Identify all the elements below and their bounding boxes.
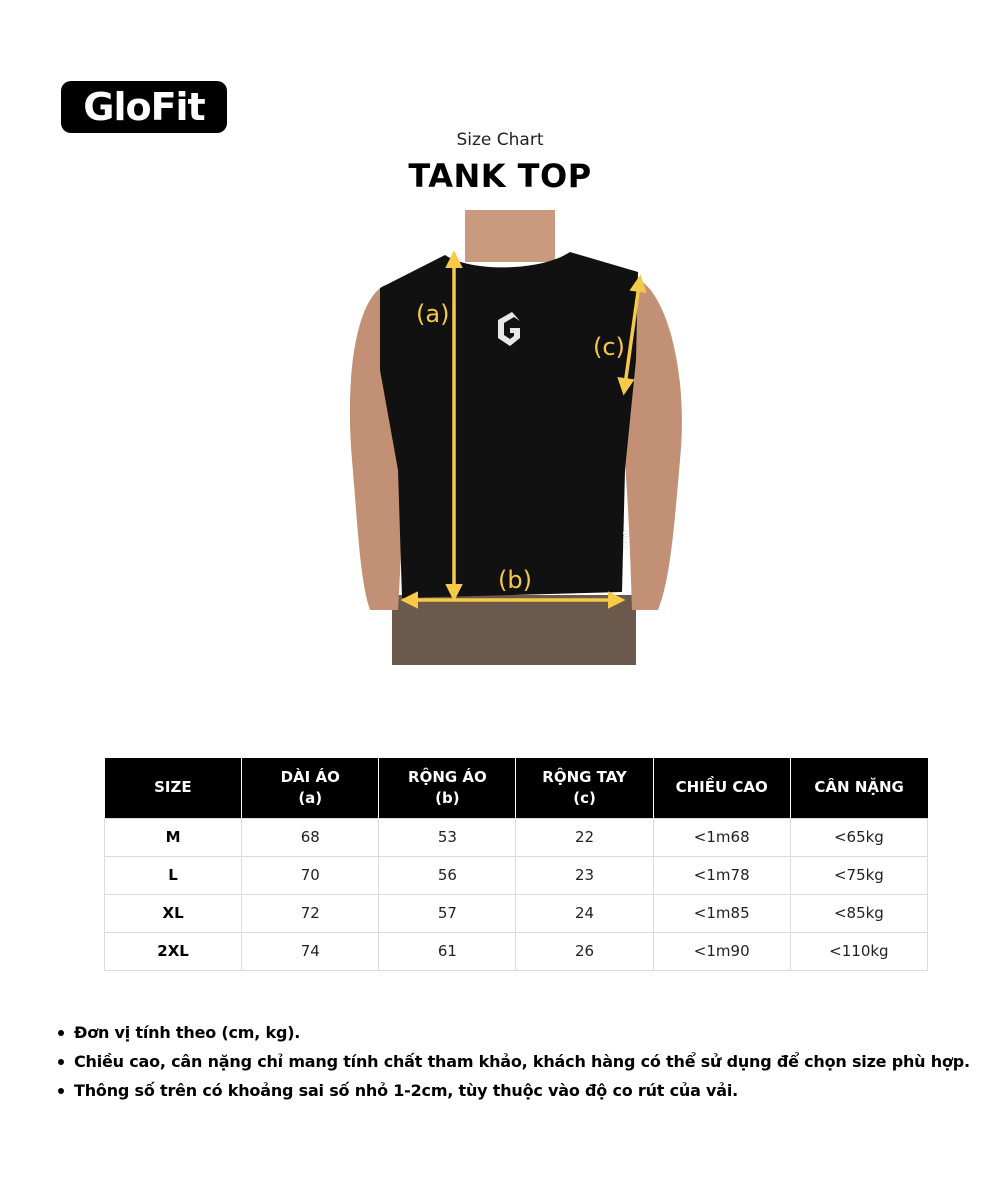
glofit-logo: GloFit — [61, 81, 227, 133]
width-cell: 56 — [379, 856, 516, 894]
size-cell: L — [105, 856, 242, 894]
column-header-length: DÀI ÁO (a) — [242, 758, 379, 818]
width-cell: 53 — [379, 818, 516, 856]
column-header-size: SIZE — [105, 758, 242, 818]
model-shorts — [392, 595, 636, 665]
length-cell: 74 — [242, 932, 379, 970]
column-header-height: CHIỀU CAO — [653, 758, 790, 818]
measurement-illustration — [340, 210, 690, 665]
size-table — [104, 758, 928, 971]
table-row — [105, 818, 928, 856]
note-item: Đơn vị tính theo (cm, kg). — [56, 1018, 986, 1047]
note-item: Thông số trên có khoảng sai số nhỏ 1-2cm, tùy thuộc vào độ co rút của vải. — [56, 1076, 986, 1105]
tank-top-measurement-figure — [340, 210, 690, 665]
page-subtitle: Size Chart — [456, 130, 544, 150]
armhole-cell: 24 — [516, 894, 653, 932]
size-cell: XL — [105, 894, 242, 932]
notes-list — [56, 1018, 986, 1105]
size-cell: M — [105, 818, 242, 856]
length-cell: 70 — [242, 856, 379, 894]
armhole-cell: 26 — [516, 932, 653, 970]
height-cell: <1m85 — [653, 894, 790, 932]
table-row — [105, 856, 928, 894]
armhole-cell: 22 — [516, 818, 653, 856]
label-b: (b) — [498, 566, 532, 594]
table-row — [105, 894, 928, 932]
width-cell: 57 — [379, 894, 516, 932]
width-cell: 61 — [379, 932, 516, 970]
column-header-armhole: RỘNG TAY (c) — [516, 758, 653, 818]
weight-cell: <65kg — [790, 818, 927, 856]
model-neck — [465, 210, 555, 262]
note-item: Chiều cao, cân nặng chỉ mang tính chất tham khảo, khách hàng có thể sử dụng để chọn size phù hợp. — [56, 1047, 986, 1076]
size-cell: 2XL — [105, 932, 242, 970]
weight-cell: <85kg — [790, 894, 927, 932]
armhole-cell: 23 — [516, 856, 653, 894]
weight-cell: <75kg — [790, 856, 927, 894]
label-a: (a) — [416, 300, 450, 328]
length-cell: 72 — [242, 894, 379, 932]
height-cell: <1m68 — [653, 818, 790, 856]
weight-cell: <110kg — [790, 932, 927, 970]
shirt-side-print: GloFit — [621, 530, 629, 550]
length-cell: 68 — [242, 818, 379, 856]
column-header-width: RỘNG ÁO (b) — [379, 758, 516, 818]
label-c: (c) — [593, 333, 625, 361]
height-cell: <1m78 — [653, 856, 790, 894]
table-row — [105, 932, 928, 970]
height-cell: <1m90 — [653, 932, 790, 970]
column-header-weight: CÂN NẶNG — [790, 758, 927, 818]
page-title: TANK TOP — [408, 157, 592, 195]
table-header-row — [105, 758, 928, 818]
